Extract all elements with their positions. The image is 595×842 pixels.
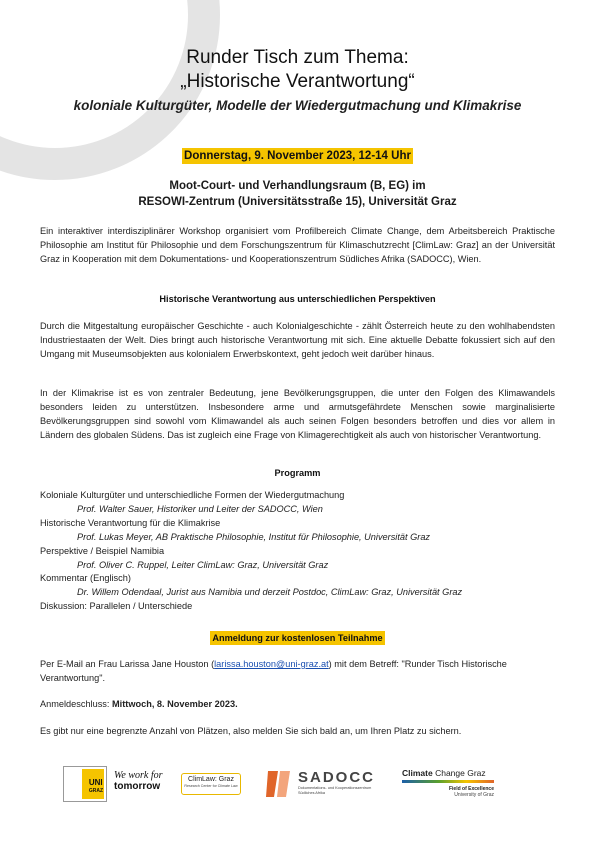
title-line-1: Runder Tisch zum Thema: bbox=[186, 47, 409, 68]
location-line-1: Moot-Court- und Verhandlungsraum (B, EG) im bbox=[169, 180, 426, 192]
cc-color-bar bbox=[402, 780, 494, 783]
cc-subtitle-1: Field of Excellence bbox=[448, 786, 494, 792]
cc-name-b: Change Graz bbox=[432, 768, 486, 778]
programme-topic: Historische Verantwortung für die Klimakrise bbox=[40, 517, 221, 528]
uni-graz-logo bbox=[63, 766, 107, 802]
uni-graz-line-1: UNI bbox=[88, 778, 103, 787]
slogan-line-2: tomorrow bbox=[114, 781, 161, 792]
sadocc-logo bbox=[298, 770, 375, 796]
programme-speaker: Prof. Oliver C. Ruppel, Leiter ClimLaw: Graz, Universität Graz bbox=[77, 559, 329, 570]
climlaw-logo bbox=[181, 773, 241, 795]
paragraph-history: Durch die Mitgestaltung europäischer Geschichte - auch Kolonialgeschichte - zählt Österreich heute zu den wohlhabendsten Industriestaaten der Welt. Dies bringt auch historische Verantwortung mit sich. Eine aktuelle Debatte fokussiert sich auf den Umgang mit Museumsobjekten aus kolonialem Erwerbskontext, geht jedoch weit darüber hinaus. bbox=[40, 321, 555, 359]
intro-paragraph: Ein interaktiver interdisziplinärer Workshop organisiert vom Profilbereich Climate Change, dem Arbeitsbereich Praktische Philosophie am Institut für Philosophie und dem Forschungszentrum für Klimaschutzrecht [ClimLaw: Graz] an der Universität Graz in Kooperation mit dem Dokumentations- und Kooperationszentrum Südliches Afrika (SADOCC), Wien. bbox=[40, 226, 555, 264]
climate-change-graz-logo bbox=[402, 768, 494, 798]
uni-graz-mark bbox=[89, 779, 103, 795]
cc-name bbox=[402, 768, 494, 778]
slogan-logo bbox=[114, 770, 163, 792]
sadocc-emblem-shape bbox=[277, 771, 290, 797]
logo-bar bbox=[0, 762, 595, 812]
programme-topic: Perspektive / Beispiel Namibia bbox=[40, 545, 165, 556]
subtitle: koloniale Kulturgüter, Modelle der Wiedergutmachung und Klimakrise bbox=[73, 98, 522, 113]
programme-topic: Kommentar (Englisch) bbox=[40, 573, 131, 584]
paragraph-climate: In der Klimakrise ist es von zentraler Bedeutung, jene Bevölkerungsgruppen, die unter den Folgen des Klimawandels besonders leiden zu unterstützen. Insbesondere arme und armutsgefährdete Menschen sowie marginalisierte Bevölkerungsgruppen sind sowohl vom Klimawandel als auch seinen Folgen besonders betroffen und dies vor allem in Ländern des globalen Südens. Das ist zugleich eine Frage von Klimagerechtigkeit als auch von historischer Verantwortung. bbox=[40, 388, 555, 440]
uni-graz-line-2: GRAZ bbox=[88, 788, 103, 794]
registration-text-before: Per E-Mail an Frau Larissa Jane Houston ( bbox=[40, 659, 215, 669]
location-line-2: RESOWI-Zentrum (Universitätsstraße 15), Universität Graz bbox=[138, 196, 457, 208]
registration-deadline bbox=[40, 697, 555, 711]
sadocc-subtitle-2: Südliches Afrika bbox=[298, 791, 326, 795]
climlaw-subtitle: Research Center for Climate Law bbox=[184, 784, 238, 788]
cc-name-a: Climate bbox=[402, 768, 433, 778]
programme-heading: Programm bbox=[274, 468, 321, 478]
cc-subtitle-2: University of Graz bbox=[454, 792, 494, 798]
email-link[interactable]: larissa.houston@uni-graz.at bbox=[214, 659, 329, 669]
programme-closing: Diskussion: Parallelen / Unterschiede bbox=[40, 601, 193, 612]
climlaw-name: ClimLaw: Graz bbox=[188, 776, 234, 783]
title-line-2: „Historische Verantwortung“ bbox=[180, 71, 415, 92]
sadocc-subtitle-1: Dokumentations- und Kooperationszentrum bbox=[298, 786, 372, 790]
event-date-highlight: Donnerstag, 9. November 2023, 12-14 Uhr bbox=[184, 150, 411, 162]
registration-note: Es gibt nur eine begrenzte Anzahl von Plätzen, also melden Sie sich bald an, um Ihren Platz zu sichern. bbox=[40, 726, 462, 736]
deadline-value: Mittwoch, 8. November 2023. bbox=[112, 699, 238, 709]
programme-speaker: Dr. Willem Odendaal, Jurist aus Namibia und derzeit Postdoc, ClimLaw: Graz, Universität Graz bbox=[77, 587, 463, 598]
registration-text-after: ) mit dem Betreff: "Runder Tisch Historische Verantwortung". bbox=[40, 659, 507, 683]
registration-heading bbox=[40, 628, 555, 646]
sadocc-name: SADOCC bbox=[298, 769, 376, 786]
sadocc-emblem-icon bbox=[264, 769, 296, 799]
deadline-label: Anmeldeschluss: bbox=[40, 699, 113, 709]
programme-speaker: Prof. Walter Sauer, Historiker und Leiter der SADOCC, Wien bbox=[77, 503, 323, 514]
programme-topic: Koloniale Kulturgüter und unterschiedliche Formen der Wiedergutmachung bbox=[40, 490, 345, 500]
programme-list bbox=[40, 489, 555, 614]
registration-heading-highlight: Anmeldung zur kostenlosen Teilnahme bbox=[212, 633, 383, 643]
event-date bbox=[40, 146, 555, 164]
slogan-line-1: We work for bbox=[114, 770, 163, 781]
sadocc-emblem-shape bbox=[266, 771, 278, 797]
registration-text bbox=[40, 657, 555, 685]
programme-speaker: Prof. Lukas Meyer, AB Praktische Philosophie, Institut für Philosophie, Universität Graz bbox=[77, 531, 431, 542]
section-heading-perspectives: Historische Verantwortung aus unterschiedlichen Perspektiven bbox=[159, 294, 436, 304]
